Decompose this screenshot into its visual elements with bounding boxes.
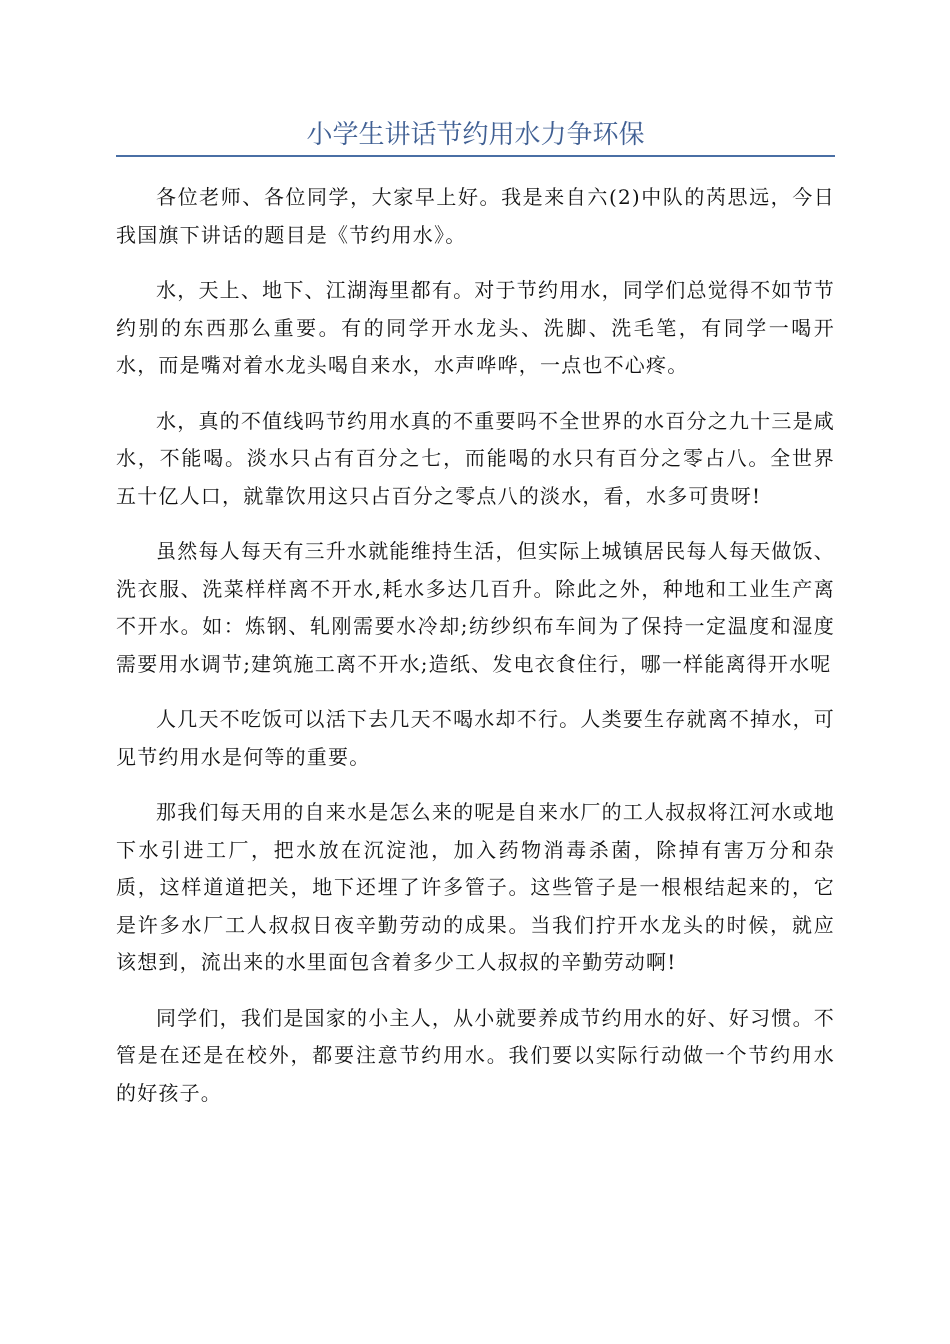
paragraph: 虽然每人每天有三升水就能维持生活，但实际上城镇居民每人每天做饭、洗衣服、洗菜样样离不开水,耗水多达几百升。除此之外，种地和工业生产离不开水。如：炼钢、轧刚需要水冷却;纺纱织布车间为了保持一定温度和湿度需要用水调节;建筑施工离不开水;造纸、发电衣食住行，哪一样能离得开水呢 — [116, 539, 835, 676]
paragraph: 水，真的不值线吗节约用水真的不重要吗不全世界的水百分之九十三是咸水，不能喝。淡水只占有百分之七，而能喝的水只有百分之零占八。全世界五十亿人口，就靠饮用这只占百分之零点八的淡水，看，水多可贵呀! — [116, 408, 835, 508]
document-page — [116, 0, 835, 1130]
paragraph: 人几天不吃饭可以活下去几天不喝水却不行。人类要生存就离不掉水，可见节约用水是何等的重要。 — [116, 707, 835, 769]
document-title: 小学生讲话节约用水力争环保 — [306, 120, 645, 150]
document-body — [116, 179, 835, 1112]
paragraph: 各位老师、各位同学，大家早上好。我是来自六(2)中队的芮思远，今日我国旗下讲话的题目是《节约用水》。 — [116, 185, 835, 247]
paragraph: 同学们，我们是国家的小主人，从小就要养成节约用水的好、好习惯。不管是在还是在校外，都要注意节约用水。我们要以实际行动做一个节约用水的好孩子。 — [116, 1005, 835, 1105]
paragraph: 那我们每天用的自来水是怎么来的呢是自来水厂的工人叔叔将江河水或地下水引进工厂，把水放在沉淀池，加入药物消毒杀菌，除掉有害万分和杂质，这样道道把关，地下还埋了许多管子。这些管子是一根根结起来的，它是许多水厂工人叔叔日夜辛勤劳动的成果。当我们拧开水龙头的时候，就应该想到，流出来的水里面包含着多少工人叔叔的辛勤劳动啊! — [116, 800, 835, 974]
title-underline — [116, 155, 835, 157]
paragraph: 水，天上、地下、江湖海里都有。对于节约用水，同学们总觉得不如节节约别的东西那么重要。有的同学开水龙头、洗脚、洗毛笔，有同学一喝开水，而是嘴对着水龙头喝自来水，水声哗哗，一点也不心疼。 — [116, 278, 835, 377]
